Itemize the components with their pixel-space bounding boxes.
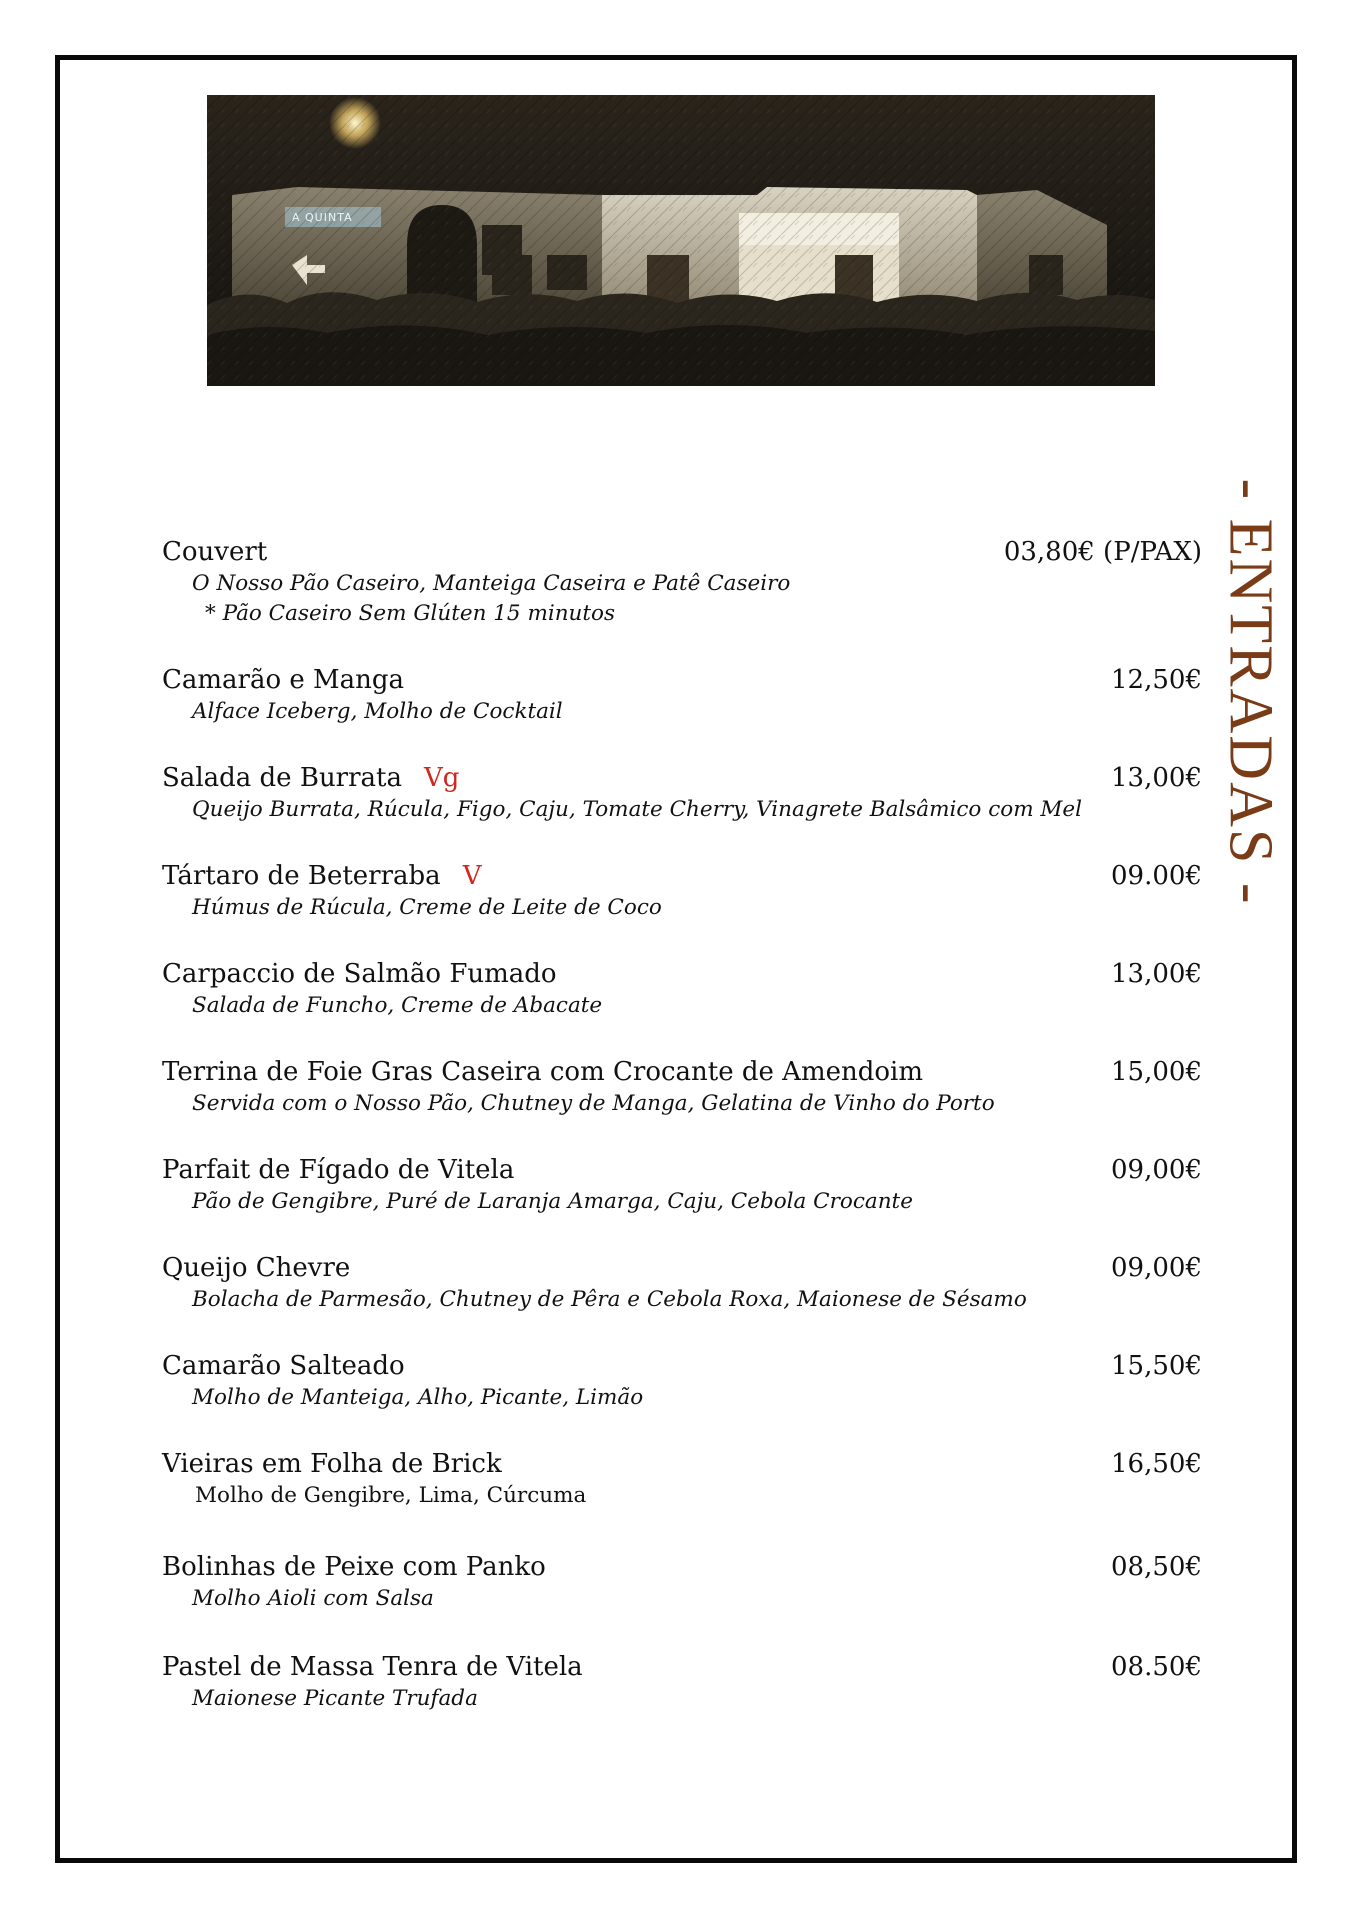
vegan-tag: V xyxy=(462,861,482,891)
item-price: 13,00€ xyxy=(1111,763,1202,793)
item-description: Húmus de Rúcula, Creme de Leite de Coco xyxy=(192,895,662,920)
item-description: Bolacha de Parmesão, Chutney de Pêra e Cebola Roxa, Maionese de Sésamo xyxy=(192,1287,1027,1312)
photo-sign-text: A QUINTA xyxy=(292,211,353,224)
item-description: Molho de Gengibre, Lima, Cúrcuma xyxy=(195,1483,587,1508)
menu-item xyxy=(162,663,1202,761)
item-name: Vieiras em Folha de Brick xyxy=(162,1449,502,1479)
item-price: 15,50€ xyxy=(1111,1351,1202,1381)
item-description: Molho de Manteiga, Alho, Picante, Limão xyxy=(192,1385,644,1410)
menu-item xyxy=(162,1055,1202,1153)
menu-item xyxy=(162,1251,1202,1349)
item-description: Molho Aioli com Salsa xyxy=(192,1586,434,1611)
item-price: 09,00€ xyxy=(1111,1253,1202,1283)
item-price: 08.50€ xyxy=(1111,1652,1202,1682)
section-title xyxy=(1205,412,1295,972)
menu-item xyxy=(162,1153,1202,1251)
item-name: Pastel de Massa Tenra de Vitela xyxy=(162,1652,583,1682)
item-price: 08,50€ xyxy=(1111,1552,1202,1582)
item-price: 15,00€ xyxy=(1111,1057,1202,1087)
item-description: O Nosso Pão Caseiro, Manteiga Caseira e Patê Caseiro xyxy=(192,571,791,596)
item-name: Couvert xyxy=(162,537,268,567)
item-description: Salada de Funcho, Creme de Abacate xyxy=(192,993,603,1018)
menu-item xyxy=(162,957,1202,1055)
item-description: Alface Iceberg, Molho de Cocktail xyxy=(192,699,563,724)
item-description: Servida com o Nosso Pão, Chutney de Manga, Gelatina de Vinho do Porto xyxy=(192,1091,995,1116)
menu-item xyxy=(162,859,1202,957)
item-price: 09,00€ xyxy=(1111,1155,1202,1185)
menu-item xyxy=(162,1550,1202,1650)
menu-item xyxy=(162,1447,1202,1550)
menu-item xyxy=(162,1349,1202,1447)
item-name: Salada de Burrata xyxy=(162,763,402,793)
item-name: Queijo Chevre xyxy=(162,1253,351,1283)
item-description: Pão de Gengibre, Puré de Laranja Amarga, Caju, Cebola Crocante xyxy=(192,1189,913,1214)
item-description: Maionese Picante Trufada xyxy=(192,1686,478,1711)
menu-item xyxy=(162,535,1202,663)
menu-item xyxy=(162,1650,1202,1748)
item-name: Camarão Salteado xyxy=(162,1351,405,1381)
menu-list xyxy=(162,535,1202,1748)
item-name: Bolinhas de Peixe com Panko xyxy=(162,1552,546,1582)
item-name: Terrina de Foie Gras Caseira com Crocante de Amendoim xyxy=(162,1057,924,1087)
item-price: 13,00€ xyxy=(1111,959,1202,989)
item-name: Parfait de Fígado de Vitela xyxy=(162,1155,515,1185)
item-note: * Pão Caseiro Sem Glúten 15 minutos xyxy=(205,601,616,626)
menu-item xyxy=(162,761,1202,859)
item-price: 12,50€ xyxy=(1111,665,1202,695)
item-price: 03,80€ (P/PAX) xyxy=(1003,537,1202,567)
restaurant-photo xyxy=(207,95,1155,386)
section-title-text: - ENTRADAS - xyxy=(1216,478,1285,906)
item-price: 16,50€ xyxy=(1111,1449,1202,1479)
item-name: Tártaro de Beterraba xyxy=(162,861,441,891)
vegetarian-tag: Vg xyxy=(424,763,460,793)
item-name: Carpaccio de Salmão Fumado xyxy=(162,959,557,989)
item-name: Camarão e Manga xyxy=(162,665,405,695)
item-price: 09.00€ xyxy=(1111,861,1202,891)
item-description: Queijo Burrata, Rúcula, Figo, Caju, Tomate Cherry, Vinagrete Balsâmico com Mel xyxy=(192,797,1083,822)
